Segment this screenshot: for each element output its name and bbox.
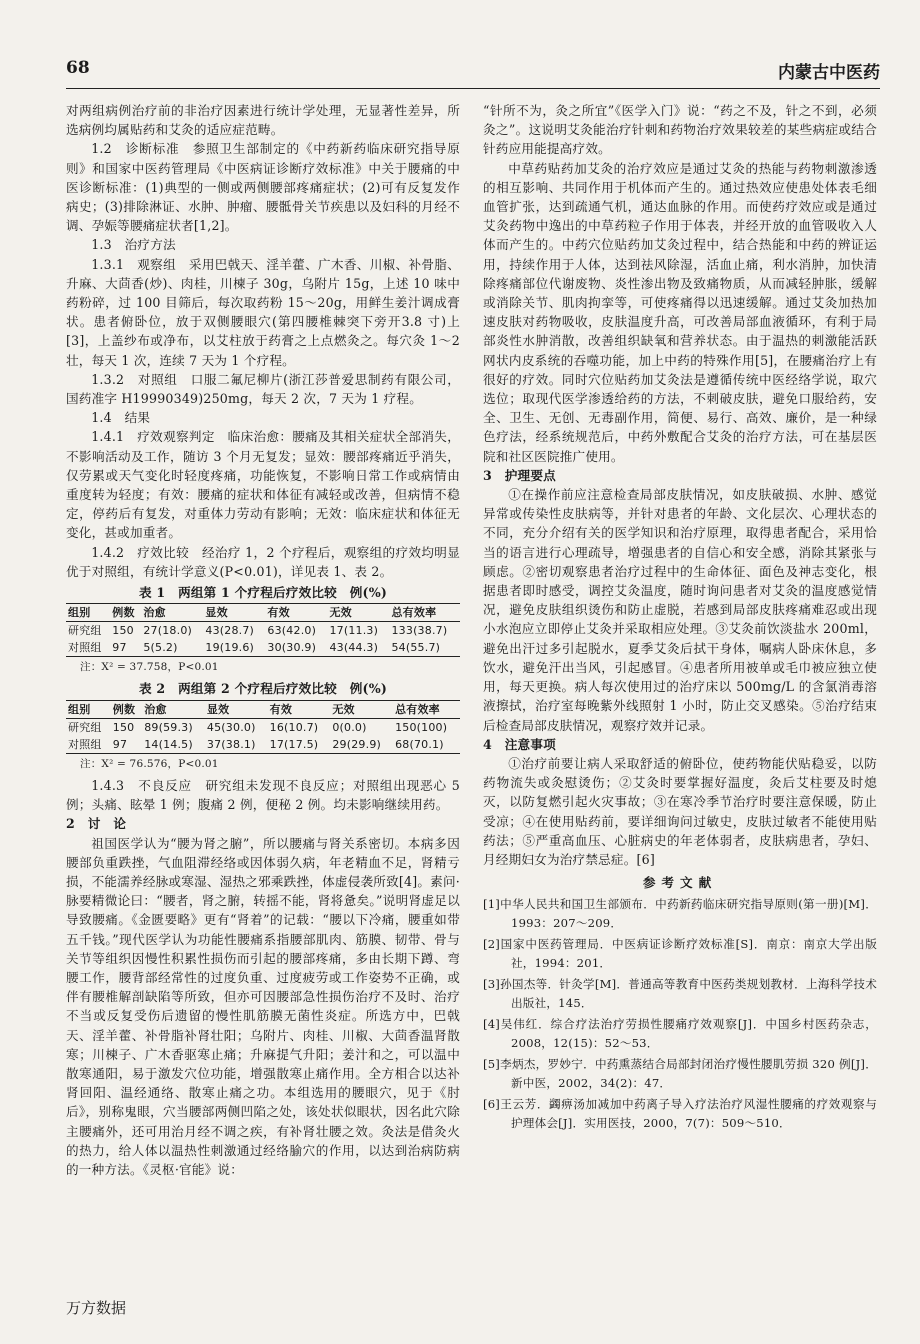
table-cell: 150(100)	[395, 720, 448, 734]
table-cell: 97	[112, 737, 128, 751]
table-cell: 对照组	[68, 641, 102, 655]
table-header-cell: 有效	[269, 702, 293, 716]
table-cell: 68(70.1)	[395, 737, 444, 751]
left-column	[66, 101, 460, 1179]
table-header-cell: 例数	[112, 606, 135, 620]
table-cell: 17(11.3)	[329, 624, 379, 638]
table-row	[66, 622, 460, 640]
table-cell: 43(44.3)	[329, 641, 379, 655]
section-1-4-2: 1.4.2 疗效比较 经治疗 1，2 个疗程后，观察组的疗效均明显优于对照组，有统计学意义(P<0.01)，详见表 1、表 2。	[66, 544, 460, 579]
table-header-cell: 例数	[112, 702, 136, 716]
table-header-cell: 有效	[267, 606, 290, 620]
table-cell: 54(55.7)	[391, 641, 441, 655]
discussion-paragraph: 祖国医学认为“腰为肾之腑”，所以腰痛与肾关系密切。本病多因腰部负重跌挫，气血阻滞经络或因体弱久病，年老精血不足，肾精亏损，不能濡养经脉或寒湿、湿热之邪乘跌挫，体虚侵袭所致[4]。素问·脉要精微论曰：“腰者，肾之腑，转摇不能，肾将惫矣。”说明肾虚足以导致腰痛。《金匮要略》更有“肾着”的记载：“腰以下冷痛，腰重如带五千钱。”现代医学认为功能性腰痛系指腰部肌肉、筋膜、韧带、骨与关节等组织因慢性积累性损伤而引起的腰部疼痛，多由长期下蹲、弯腰工作，腰背部经常性的过度负重、过度疲劳或工作姿势不正确，或伴有腰椎解剖缺陷等所致，但亦可因腰部急性损伤治疗不及时、治疗不当或反复受伤后遗留的慢性肌筋膜无菌性炎症。所选方中，巴戟天、淫羊藿、补骨脂补肾壮阳；乌附片、肉桂、川椒、大茴香温肾散寒；川楝子、广木香驱寒止痛；升麻提气升阳；姜汁和之，可以温中散寒通阳，易于激发穴位功能，增强散寒止痛作用。全方相合以达补肾回阳、温经通络、散寒止痛之功。本组选用的腰眼穴，见于《肘后》，别称鬼眼，穴当腰部两侧凹陷之处，该处状似眼状，因名此穴除主腰痛外，还可用治月经不调之疾，有补肾壮腰之效。灸法是借灸火的热力，给人体以温热性刺激通过经络腧穴的作用，以达到治病防病的一种方法。《灵枢·官能》说：	[66, 835, 460, 1177]
table-cell: 150	[112, 720, 135, 734]
table-cell: 43(28.7)	[205, 624, 255, 638]
reference-item: [6]王云芳．蠲痹汤加减加中药离子导入疗法治疗风湿性腰痛的疗效观察与护理体会[J]．实用医技，2000，7(7)：509～510．	[483, 1097, 877, 1130]
page-number: 68	[66, 58, 90, 78]
table-header-row	[66, 700, 460, 718]
table-cell: 0(0.0)	[332, 720, 367, 734]
reference-item: [5]李炳杰，罗妙宁．中药熏蒸结合局部封闭治疗慢性腰肌劳损 320 例[J]．新中医，2002，34(2)：47．	[483, 1057, 877, 1090]
right-column	[483, 101, 877, 1135]
section-1-3-heading: 1.3 治疗方法	[91, 237, 176, 253]
paragraph: 对两组病例治疗前的非治疗因素进行统计学处理，无显著性差异，所选病例均属贴药和艾灸的适应症范畴。	[66, 103, 460, 138]
table-1-note: 注：X² = 37.758，P<0.01	[80, 661, 219, 674]
table-2	[66, 700, 460, 754]
table-header-cell: 显效	[206, 702, 230, 716]
section-1-4-3: 1.4.3 不良反应 研究组未发现不良反应；对照组出现恶心 5 例；头痛、眩晕 1 例；腹痛 2 例，便秘 2 例。均未影响继续用药。	[66, 777, 460, 813]
section-1-3-1: 1.3.1 观察组 采用巴戟天、淫羊藿、广木香、川椒、补骨脂、升麻、大茴香(炒)、肉桂，川楝子 30g，乌附片 15g，上述 10 味中药粉碎，过 100 目筛后，每次取药粉 15～20g，用鲜生姜汁调成膏状。患者俯卧位，放于双侧腰眼穴(第四腰椎棘突下旁开3.8 寸)上[3]，上盖纱布或净布，以艾柱放于药膏之上点燃灸之。每穴灸 1～2 壮，每天 1 次，连续 7 天为 1 个疗程。	[66, 256, 460, 368]
reference-item: [3]孙国杰等．针灸学[M]．普通高等教育中医药类规划教材．上海科学技术出版社，145．	[483, 977, 877, 1010]
table-cell: 研究组	[68, 624, 102, 638]
table-cell: 17(17.5)	[269, 737, 319, 751]
paragraph: “针所不为，灸之所宜”《医学入门》说：“药之不及，针之不到，必须灸之”。这说明艾灸能治疗针刺和药物治疗效果较差的某些病症或结合针药应用能提高疗效。	[483, 103, 877, 157]
journal-title: 内蒙古中医药	[778, 63, 880, 83]
header-rule	[66, 88, 880, 89]
table-cell: 5(5.2)	[143, 641, 178, 655]
table-header-cell: 治愈	[143, 606, 166, 620]
reference-item: [2]国家中医药管理局．中医病证诊断疗效标准[S]．南京：南京大学出版社，1994：201．	[483, 937, 877, 970]
table-header-cell: 组别	[68, 606, 91, 620]
table-cell: 对照组	[68, 737, 102, 751]
section-1-4-1: 1.4.1 疗效观察判定 临床治愈：腰痛及其相关症状全部消失，不影响活动及工作，随访 3 个月无复发；显效：腰部疼痛近乎消失，仅劳累或天气变化时轻度疼痛，功能恢复，不影响日常工作或病情由重度转为轻度；有效：腰痛的症状和体征有减轻或改善，但病情不稳定，停药后有复发，对重体力劳动有影响；无效：临床症状和体征无变化，甚或加重者。	[66, 429, 460, 541]
section-1-4-heading: 1.4 结果	[91, 410, 151, 426]
table-cell: 133(38.7)	[391, 624, 448, 638]
table-header-row	[66, 604, 460, 622]
section-1-2: 1.2 诊断标准 参照卫生部制定的《中药新药临床研究指导原则》和国家中医药管理局《中医病证诊断疗效标准》中关于腰痛的中医诊断标准：(1)典型的一侧或两侧腰部疼痛症状；(2)可有反复发作病史；(3)排除淋证、水肿、肿瘤、腰骶骨关节疾患以及妇科的月经不调、孕娠等腰痛症状者[1,2]。	[66, 141, 460, 234]
table-cell: 37(38.1)	[206, 737, 256, 751]
table-1-caption: 表 1 两组第 1 个疗程后疗效比较 例(%)	[138, 585, 388, 601]
table-cell: 30(30.9)	[267, 641, 317, 655]
nursing-points: ①在操作前应注意检查局部皮肤情况，如皮肤破损、水肿、感觉异常或传染性皮肤病等，并针对患者的年龄、文化层次、心理状态的不同，充分介绍有关的医学知识和治疗原理，取得患者配合，采用恰当的语言进行心理疏导，增强患者的自信心和安全感，消除其紧张与顾虑。②密切观察患者治疗过程中的生命体征、面色及神志变化，根据患者即时感受，调控艾灸温度，随时询问患者对艾灸的温度感觉情况，避免皮肤组织烫伤和防止虚脱，若感到局部皮肤疼痛难忍或出现小水泡应立即停止艾灸并采取相应处理。③艾灸前饮淡盐水 200ml，避免出汗过多引起脱水，夏季艾灸后拭干身体，嘱病人卧床休息，多饮水，避免汗出当风，引起感冒。④患者所用被单或毛巾被应独立使用，每天更换。病人每次使用过的治疗床以 500mg/L 的含氯消毒溶液擦拭，治疗室每晚紫外线照射 1 小时，防止交叉感染。⑤治疗结束后检查局部皮肤情况，观察疗效并记录。	[483, 487, 877, 733]
paragraph: 中草药贴药加艾灸的治疗效应是通过艾灸的热能与药物刺激渗透的相互影响、共同作用于机体而产生的。通过热效应使患处体表毛细血管扩张，达到疏通气机，通达血脉的作用。而使药疗效应或是通过艾灸药物中逸出的中草药粒子作用于体表，并经开放的血管吸收入人体而产生的。中药穴位贴药加艾灸过程中，结合热能和中药的辨证运用，持续作用于人体，达到祛风除湿，活血止痛，利水消肿，加快清除疼痛部位代谢废物、炎性渗出物及致痛物质，从而减轻肿胀，缓解或消除关节、肌肉拘挛等，可使疼痛得以迅速缓解。通过艾灸加热加速皮肤对药物吸收，皮肤温度升高，可改善局部血液循环，有利于局部炎性水肿消散，改善组织缺氧和营养状态。由于温热的刺激能活跃网状内皮系统的吞噬功能，加上中药的特殊作用[5]，在腰痛治疗上有很好的疗效。同时穴位贴药加艾灸法是遵循传统中医经络学说，取穴选位；取现代医学渗透给药的方法，不刺破皮肤，避免口服给药，安全、卫生、无创、无毒副作用，简便、易行、高效、廉价，是一种绿色疗法，经系统规范后，中药外敷配合艾灸的治疗方法，可在基层医院和社区医院推广使用。	[483, 160, 877, 464]
table-cell: 16(10.7)	[269, 720, 319, 734]
section-1-3-2: 1.3.2 对照组 口服二氟尼柳片(浙江莎普爱思制药有限公司，国药准字 H19990349)250mg，每天 2 次，7 天为 1 疗程。	[66, 371, 460, 407]
table-cell: 研究组	[68, 720, 102, 734]
section-4-heading: 4 注意事项	[483, 736, 556, 752]
table-2-note: 注：X² = 76.576，P<0.01	[80, 757, 219, 770]
table-header-cell: 组别	[68, 702, 91, 716]
table-2-caption: 表 2 两组第 2 个疗程后疗效比较 例(%)	[138, 681, 388, 697]
table-row	[66, 639, 460, 657]
table-header-cell: 显效	[205, 606, 228, 620]
reference-item: [4]吴伟红．综合疗法治疗劳损性腰痛疗效观察[J]．中国乡村医药杂志，2008，12(15)：52～53．	[483, 1017, 877, 1050]
table-row	[66, 718, 460, 736]
section-2-heading: 2 讨 论	[66, 816, 127, 832]
page-header	[66, 58, 880, 86]
table-cell: 150	[112, 624, 134, 638]
references-heading: 参考文献	[642, 875, 718, 891]
table-cell: 45(30.0)	[206, 720, 256, 734]
table-row	[66, 736, 460, 754]
table-cell: 19(19.6)	[205, 641, 255, 655]
table-cell: 29(29.9)	[332, 737, 382, 751]
section-3-heading: 3 护理要点	[483, 467, 556, 483]
table-header-cell: 总有效率	[391, 606, 437, 620]
table-header-cell: 无效	[329, 606, 352, 620]
precautions: ①治疗前要让病人采取舒适的俯卧位，使药物能伏贴稳妥，以防药物流失或灸慰烫伤；②艾灸时要掌握好温度，灸后艾柱要及时熄灭，以防复燃引起火灾事故；③在寒冷季节治疗时要注意保暖，防止受凉；④在使用贴药前，要详细询问过敏史，皮肤过敏者不能使用贴药法；⑤严重高血压、心脏病史的年老体弱者，皮肤病患者，孕妇、月经期妇女为治疗禁忌症。[6]	[483, 755, 877, 867]
table-cell: 27(18.0)	[143, 624, 193, 638]
table-1	[66, 603, 460, 657]
table-cell: 97	[112, 641, 127, 655]
reference-item: [1]中华人民共和国卫生部颁布．中药新药临床研究指导原则(第一册)[M]．1993：207～209．	[483, 897, 877, 930]
table-header-cell: 总有效率	[395, 702, 440, 716]
footer-watermark: 万方数据	[66, 1299, 127, 1317]
table-cell: 89(59.3)	[144, 720, 193, 734]
table-cell: 14(14.5)	[144, 737, 193, 751]
table-header-cell: 无效	[332, 702, 355, 716]
table-cell: 63(42.0)	[267, 624, 317, 638]
table-header-cell: 治愈	[144, 702, 167, 716]
